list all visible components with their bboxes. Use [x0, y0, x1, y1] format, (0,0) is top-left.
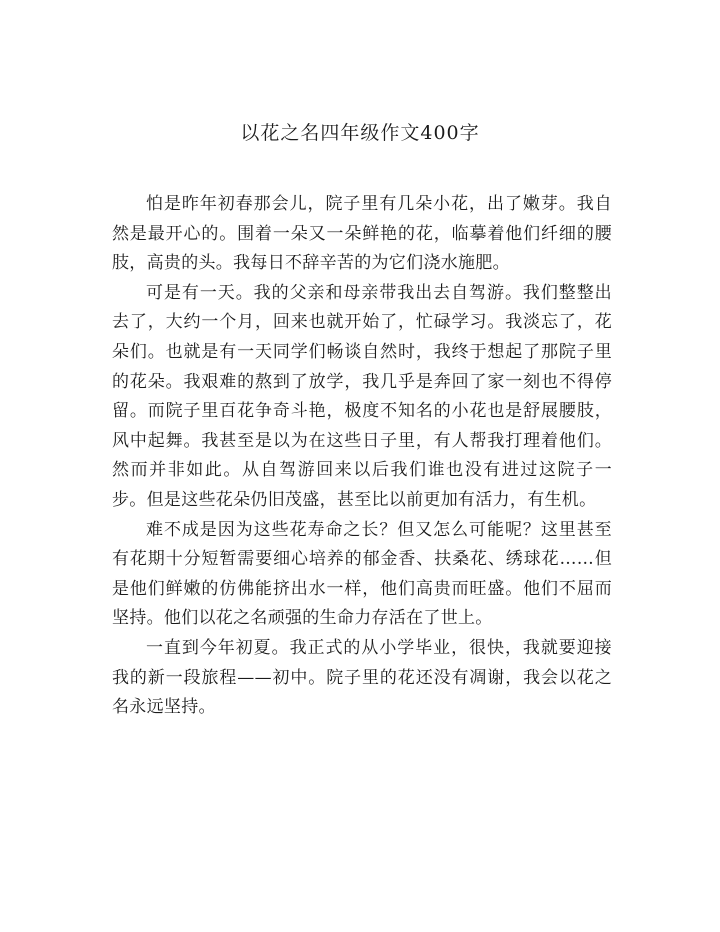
paragraph-2: 可是有一天。我的父亲和母亲带我出去自驾游。我们整整出去了，大约一个月，回来也就开始了，忙碌学习。我淡忘了，花朵们。也就是有一天同学们畅谈自然时，我终于想起了那院子里的花朵。我艰难的熬到了放学，我几乎是奔回了家一刻也不得停留。而院子里百花争奇斗艳，极度不知名的小花也是舒展腰肢，风中起舞。我甚至是以为在这些日子里，有人帮我打理着他们。然而并非如此。从自驾游回来以后我们谁也没有进过这院子一步。但是这些花朵仍旧茂盛，甚至比以前更加有活力，有生机。 [112, 282, 612, 510]
paragraph-4: 一直到今年初夏。我正式的从小学毕业，很快，我就要迎接我的新一段旅程——初中。院子里的花还没有凋谢，我会以花之名永远坚持。 [112, 637, 612, 718]
paragraph-1: 怕是昨年初春那会儿，院子里有几朵小花，出了嫩芽。我自然是最开心的。围着一朵又一朵鲜艳的花，临摹着他们纤细的腰肢，高贵的头。我每日不辞辛苦的为它们浇水施肥。 [112, 194, 612, 274]
document-title: 以花之名四年级作文400字 [240, 122, 480, 144]
paragraph-3: 难不成是因为这些花寿命之长？但又怎么可能呢？这里甚至有花期十分短暂需要细心培养的郁金香、扶桑花、绣球花……但是他们鲜嫩的仿佛能挤出水一样，他们高贵而旺盛。他们不屈而坚持。他们以花之名顽强的生命力存活在了世上。 [112, 519, 612, 629]
document-body [112, 190, 612, 723]
